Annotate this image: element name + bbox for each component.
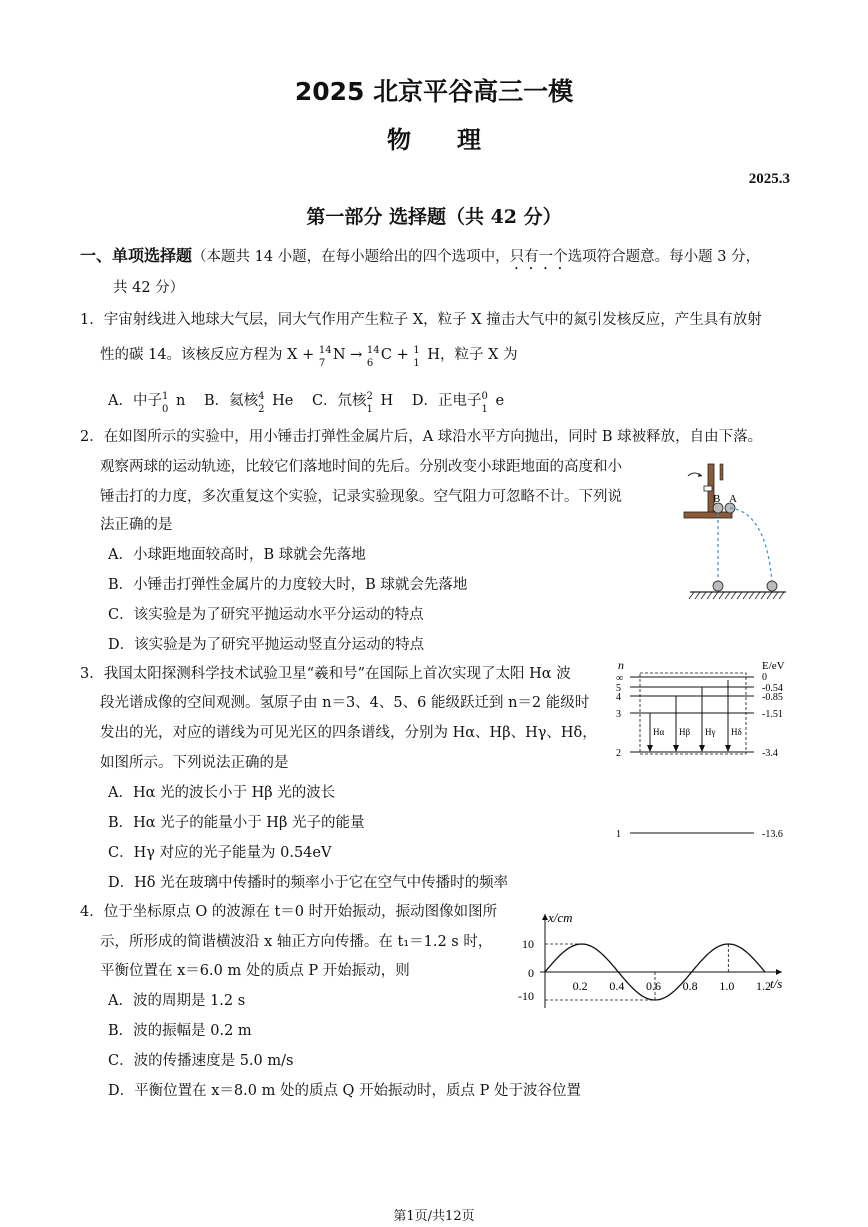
t-tick-label: 1.0 [719, 979, 735, 993]
q1-line2: 性的碳 14。该核反应方程为 X + 14 7 N → 14 6 C + 1 1 H，粒子 X 为 [100, 345, 518, 369]
spectral-line-label: Hα [653, 727, 665, 737]
q3-option-c[interactable]: C．Hγ 对应的光子能量为 0.54eV [108, 845, 332, 861]
ball-b-label: B [713, 493, 721, 505]
subject-title: 物理 [387, 125, 527, 154]
level-energy-label: -0.85 [762, 692, 783, 703]
q2-line4: 法正确的是 [100, 517, 173, 533]
level-n-label: 3 [616, 709, 621, 720]
projectile-apparatus-figure [680, 458, 790, 603]
q2-option-b[interactable]: B．小锤击打弹性金属片的力度较大时，B 球就会先落地 [108, 577, 468, 593]
q4-option-d[interactable]: D．平衡位置在 x＝8.0 m 处的质点 Q 开始振动时，质点 P 处于波谷位置 [108, 1083, 582, 1099]
t-tick-label: 0.4 [609, 979, 625, 993]
section-desc-c: 共 42 分） [113, 280, 185, 296]
level-energy-label: 0 [762, 672, 767, 683]
spectral-line-label: Hδ [731, 727, 742, 737]
q4-line1: 4．位于坐标原点 O 的波源在 t＝0 时开始振动，振动图像如图所 [80, 904, 498, 920]
q3-option-a[interactable]: A．Hα 光的波长小于 Hβ 光的波长 [108, 785, 336, 801]
q3-line4: 如图所示。下列说法正确的是 [100, 755, 289, 771]
section-desc-emphasis: 只有一个 [509, 249, 568, 265]
q1-line1: 1．宇宙射线进入地球大气层，同大气作用产生粒子 X，粒子 X 撞击大气中的氮引发核反应，产生具有放射 [80, 312, 762, 328]
q3-option-d[interactable]: D．Hδ 光在玻璃中传播时的频率小于它在空气中传播时的频率 [108, 875, 509, 891]
n-axis-label: n [618, 658, 624, 672]
q3-line2: 段光谱成像的空间观测。氢原子由 n＝3、4、5、6 能级跃迁到 n＝2 能级时 [100, 695, 590, 711]
spectral-line-label: Hγ [705, 727, 716, 737]
y-axis-label: x/cm [548, 910, 573, 925]
q4-option-c[interactable]: C．波的传播速度是 5.0 m/s [108, 1053, 294, 1069]
q1-text-a: 性的碳 14。该核反应方程为 X + [100, 347, 315, 363]
level-energy-label: -0.54 [762, 683, 783, 694]
level-n-label: 2 [616, 748, 621, 759]
arrow-head [699, 745, 705, 752]
x-axis-label: t/s [770, 976, 783, 991]
q3-option-b[interactable]: B．Hα 光子的能量小于 Hβ 光子的能量 [108, 815, 365, 831]
section-label: 一、单项选择题 [80, 246, 193, 265]
q2-line3: 锤击打的力度，多次重复这个实验，记录实验现象。空气阻力可忽略不计。下列说 [100, 489, 622, 505]
q2-option-c[interactable]: C．该实验是为了研究平抛运动水平分运动的特点 [108, 607, 424, 623]
origin-label: 0 [528, 966, 534, 980]
t-tick-label: 0.2 [572, 979, 588, 993]
arrow-icon: → [350, 347, 363, 363]
q2-option-d[interactable]: D．该实验是为了研究平抛运动竖直分运动的特点 [108, 637, 425, 653]
q1-option-b[interactable]: B．氦核 4 2 He [203, 391, 294, 415]
arrow-head [647, 745, 653, 752]
nuclide-n14: 14 7 [318, 345, 332, 369]
level-energy-label: -1.51 [762, 709, 783, 720]
part-title: 第一部分 选择题（共 42 分） [306, 206, 562, 228]
q3-line3: 发出的光，对应的谱线为可见光区的四条谱线，分别为 Hα、Hβ、Hγ、Hδ， [100, 725, 597, 741]
exam-title: 2025 北京平谷高三一模 [294, 77, 574, 106]
exam-date: 2025.3 [748, 171, 790, 187]
ytick-neg10: -10 [518, 989, 534, 1003]
energy-axis-label: E/eV [762, 660, 785, 672]
ball-a-label: A [729, 493, 737, 505]
page-footer: 第1页/共12页 [393, 1209, 475, 1224]
energy-level-diagram [612, 655, 802, 845]
level-energy-label: -3.4 [762, 748, 778, 759]
q3-line1: 3．我国太阳探测科学技术试验卫星“羲和号”在国际上首次实现了太阳 Hα 波 [80, 666, 571, 682]
q4-line2: 示，所形成的简谐横波沿 x 轴正方向传播。在 t₁＝1.2 s 时， [100, 934, 493, 950]
q1-option-d[interactable]: D．正电子 0 1 e [411, 391, 505, 415]
q4-option-b[interactable]: B．波的振幅是 0.2 m [108, 1023, 252, 1039]
section-heading [80, 247, 760, 273]
level-n-label: ∞ [616, 673, 624, 684]
level-n-label: 1 [616, 829, 621, 840]
vibration-graph [512, 908, 794, 1012]
t-tick-label: 0.6 [646, 979, 661, 993]
nuclide-c14: 14 6 [366, 345, 380, 369]
q2-option-a[interactable]: A．小球距地面较高时，B 球就会先落地 [108, 547, 366, 563]
q1-options [108, 390, 505, 415]
q2-line1: 2．在如图所示的实验中，用小锤击打弹性金属片后，A 球沿水平方向抛出，同时 B 球被释放，自由下落。 [80, 429, 763, 445]
nuclide-h1: 1 1 [413, 345, 420, 369]
q4-option-a[interactable]: A．波的周期是 1.2 s [108, 993, 246, 1009]
section-desc-b: 选项符合题意。每小题 3 分， [567, 249, 761, 265]
ytick-10: 10 [522, 937, 534, 951]
t-tick-label: 1.2 [756, 979, 771, 993]
q1-option-c[interactable]: C．氘核 2 1 H [311, 391, 394, 415]
q1-option-a[interactable]: A．中子 1 0 n [108, 391, 186, 415]
q1-text-b: ，粒子 X 为 [440, 347, 518, 363]
level-n-label: 4 [616, 692, 621, 703]
q4-line3: 平衡位置在 x＝6.0 m 处的质点 P 开始振动，则 [100, 963, 410, 979]
q2-line2: 观察两球的运动轨迹，比较它们落地时间的先后。分别改变小球距地面的高度和小 [100, 459, 622, 475]
t-tick-label: 0.8 [682, 979, 698, 993]
arrow-head [725, 745, 731, 752]
level-n-label: 5 [616, 683, 621, 694]
spectral-line-label: Hβ [679, 727, 691, 737]
arrow-head [673, 745, 679, 752]
level-energy-label: -13.6 [762, 829, 783, 840]
section-desc-a: （本题共 14 小题，在每小题给出的四个选项中， [192, 249, 510, 265]
